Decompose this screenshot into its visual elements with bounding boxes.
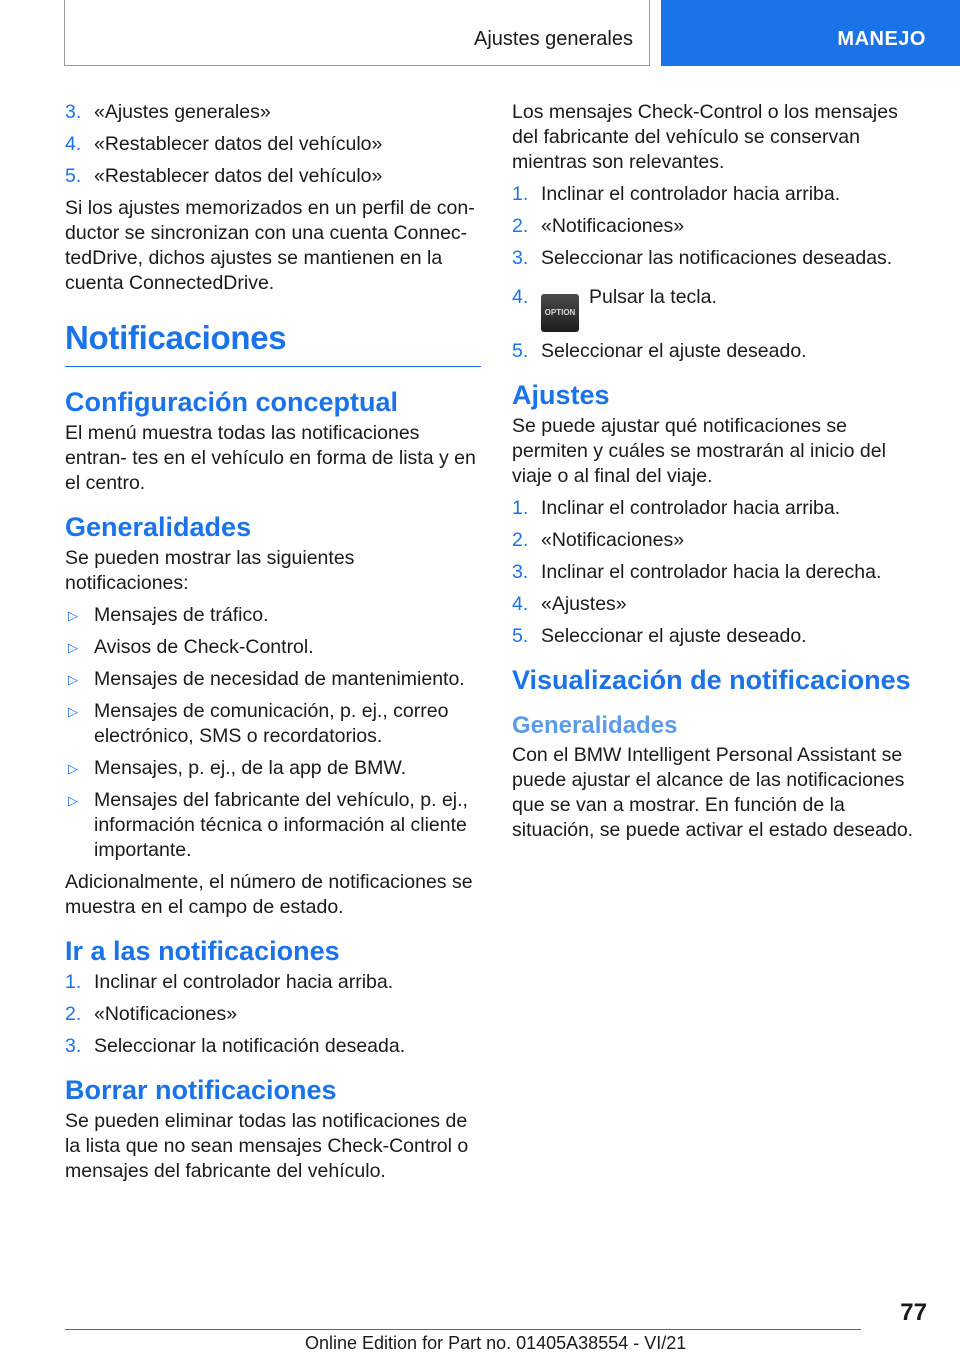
delete-heading: Borrar notificaciones bbox=[65, 1075, 337, 1105]
triangle-bullet-icon: ▷ bbox=[68, 608, 78, 623]
list-item bbox=[512, 528, 927, 553]
step-number: 2. bbox=[512, 215, 529, 237]
left-column bbox=[65, 100, 481, 1191]
list-item bbox=[512, 592, 927, 617]
concept-heading: Configuración conceptual bbox=[65, 387, 399, 417]
step-number: 2. bbox=[512, 529, 529, 551]
page-number: 77 bbox=[900, 1299, 927, 1326]
step-number: 4. bbox=[65, 133, 82, 155]
triangle-bullet-icon: ▷ bbox=[68, 761, 78, 776]
check-control-paragraph: Los mensajes Check-Control o los mensajes del fabricante del vehículo se conservan mientras son relevantes. bbox=[512, 101, 898, 173]
bullet-item bbox=[65, 635, 481, 660]
bullet-text: Avisos de Check-Control. bbox=[94, 636, 314, 658]
bullet-text: Mensajes, p. ej., de la app de BMW. bbox=[94, 757, 407, 779]
general-heading: Generalidades bbox=[65, 512, 252, 542]
step-text: «Restablecer datos del vehículo» bbox=[94, 133, 383, 155]
step-text: Seleccionar el ajuste deseado. bbox=[541, 625, 807, 647]
general-paragraph: Se pueden mostrar las siguientes notificaciones: bbox=[65, 547, 355, 594]
list-item bbox=[65, 164, 481, 189]
triangle-bullet-icon: ▷ bbox=[68, 640, 78, 655]
step-text: «Notificaciones» bbox=[541, 529, 685, 551]
step-text: Seleccionar el ajuste deseado. bbox=[541, 340, 807, 362]
list-item bbox=[512, 624, 927, 649]
header-section-box bbox=[64, 0, 650, 66]
footer-edition: Online Edition for Part no. 01405A38554 - VI/21 bbox=[305, 1333, 687, 1353]
step-number: 4. bbox=[512, 593, 529, 615]
header-chapter-tab bbox=[661, 0, 960, 66]
bullet-text: Mensajes de comunicación, p. ej., correo electrónico, SMS o recordatorios. bbox=[94, 700, 449, 747]
step-text: Pulsar la tecla. bbox=[589, 286, 717, 308]
step-number: 4. bbox=[512, 286, 529, 308]
profile-sync-paragraph: Si los ajustes memorizados en un perfil de con‐ ductor se sincronizan con una cuenta Connec‐ tedDrive, dichos ajustes se mantienen en la cuenta ConnectedDrive. bbox=[65, 197, 475, 294]
concept-paragraph: El menú muestra todas las notificaciones entran‐ tes en el vehículo en forma de lista y en el centro. bbox=[65, 422, 476, 494]
step-number: 5. bbox=[512, 625, 529, 647]
bullet-item bbox=[65, 667, 481, 692]
step-number: 1. bbox=[512, 497, 529, 519]
triangle-bullet-icon: ▷ bbox=[68, 704, 78, 719]
list-item bbox=[512, 214, 927, 239]
step-text: «Restablecer datos del vehículo» bbox=[94, 165, 383, 187]
list-item bbox=[65, 970, 481, 995]
step-number: 5. bbox=[65, 165, 82, 187]
settings-paragraph: Se puede ajustar qué notificaciones se permiten y cuáles se mostrarán al inicio del viaje o al final del viaje. bbox=[512, 415, 886, 487]
step-text: Inclinar el controlador hacia la derecha. bbox=[541, 561, 882, 583]
step-text: Inclinar el controlador hacia arriba. bbox=[541, 497, 841, 519]
delete-paragraph: Se pueden eliminar todas las notificaciones de la lista que no sean mensajes Check-Control o mensajes del fabricante del vehículo. bbox=[65, 1110, 469, 1182]
step-number: 1. bbox=[512, 183, 529, 205]
bullet-item bbox=[65, 603, 481, 628]
display-heading: Visualización de notificaciones bbox=[512, 665, 911, 695]
bullet-text: Mensajes de necesidad de mantenimiento. bbox=[94, 668, 465, 690]
bullet-text: Mensajes de tráfico. bbox=[94, 604, 269, 626]
step-text: «Ajustes generales» bbox=[94, 101, 271, 123]
list-item bbox=[512, 339, 927, 364]
step-number: 5. bbox=[512, 340, 529, 362]
list-item bbox=[65, 132, 481, 157]
list-item bbox=[65, 100, 481, 125]
step-number: 3. bbox=[512, 561, 529, 583]
list-item bbox=[512, 246, 927, 271]
step-text: Inclinar el controlador hacia arriba. bbox=[94, 971, 394, 993]
step-text: «Ajustes» bbox=[541, 593, 627, 615]
footer-divider bbox=[65, 1329, 861, 1330]
step-text: «Notificaciones» bbox=[541, 215, 685, 237]
page-title: Notificaciones bbox=[65, 318, 481, 367]
right-column bbox=[512, 100, 927, 850]
list-item bbox=[512, 285, 927, 332]
list-item bbox=[512, 496, 927, 521]
bullet-text: Mensajes del fabricante del vehículo, p. ej., información técnica o información al cliente importante. bbox=[94, 789, 468, 861]
settings-heading: Ajustes bbox=[512, 380, 610, 410]
step-number: 3. bbox=[65, 1035, 82, 1057]
list-item bbox=[512, 560, 927, 585]
bullet-item bbox=[65, 788, 481, 863]
step-text: «Notificaciones» bbox=[94, 1003, 238, 1025]
step-number: 3. bbox=[65, 101, 82, 123]
header-section-title: Ajustes generales bbox=[474, 28, 633, 50]
bullet-item bbox=[65, 756, 481, 781]
display-paragraph: Con el BMW Intelligent Personal Assistant se puede ajustar el alcance de las notificaciones que se van a mostrar. En función de la situación, se puede activar el estado deseado. bbox=[512, 744, 914, 841]
list-item bbox=[512, 182, 927, 207]
step-number: 3. bbox=[512, 247, 529, 269]
step-text: Seleccionar las notificaciones deseadas. bbox=[541, 247, 893, 269]
step-text: Seleccionar la notificación deseada. bbox=[94, 1035, 406, 1057]
goto-heading: Ir a las notificaciones bbox=[65, 936, 340, 966]
step-text: Inclinar el controlador hacia arriba. bbox=[541, 183, 841, 205]
step-number: 1. bbox=[65, 971, 82, 993]
bullet-item bbox=[65, 699, 481, 749]
triangle-bullet-icon: ▷ bbox=[68, 672, 78, 687]
step-number: 2. bbox=[65, 1003, 82, 1025]
status-field-paragraph: Adicionalmente, el número de notificaciones se muestra en el campo de estado. bbox=[65, 871, 473, 918]
header-chapter-label: MANEJO bbox=[837, 28, 926, 50]
display-subheading: Generalidades bbox=[512, 712, 678, 739]
triangle-bullet-icon: ▷ bbox=[68, 793, 78, 808]
list-item bbox=[65, 1002, 481, 1027]
list-item bbox=[65, 1034, 481, 1059]
option-key-icon: OPTION bbox=[541, 294, 579, 332]
